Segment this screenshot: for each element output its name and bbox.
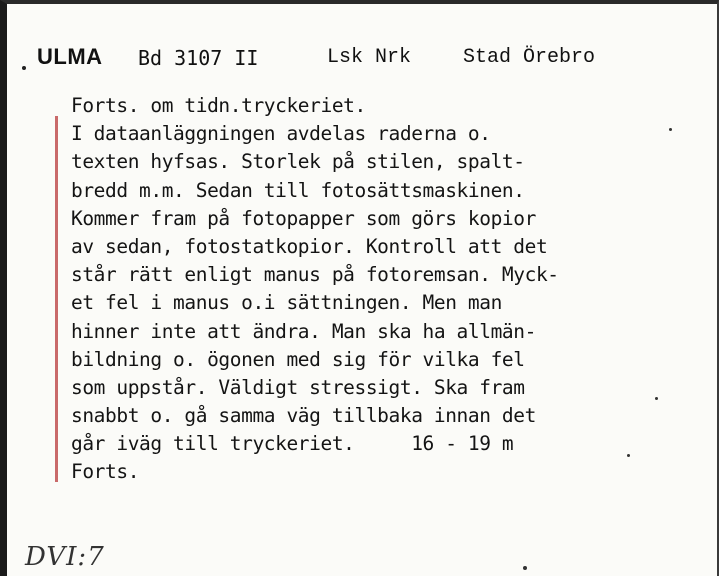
ink-speck — [669, 128, 672, 131]
ink-speck — [655, 397, 658, 400]
body-line: av sedan, fotostatkopior. Kontroll att det — [71, 234, 548, 258]
body-line: bredd m.m. Sedan till fotosättsmaskinen. — [71, 178, 525, 202]
body-line: snabbt o. gå samma väg tillbaka innan det — [71, 404, 536, 428]
body-line: I dataanläggningen avdelas raderna o. — [71, 122, 491, 146]
ink-speck — [627, 454, 630, 457]
category-code: Lsk Nrk — [327, 46, 412, 69]
handwritten-shelf-mark: DVI:7 — [25, 542, 105, 572]
ink-speck — [523, 566, 527, 570]
body-line: bildning o. ögonen med sig för vilka fel — [71, 347, 525, 371]
place-name: Stad Örebro — [463, 46, 596, 69]
body-line: Forts. — [71, 460, 140, 484]
body-line: Forts. om tidn.tryckeriet. — [71, 94, 366, 117]
body-line: går iväg till tryckeriet. 16 - 19 m — [71, 432, 514, 456]
body-line: texten hyfsas. Storlek på stilen, spalt- — [71, 150, 525, 174]
card-body-text — [71, 92, 711, 487]
body-line: et fel i manus o.i sättningen. Men man — [71, 291, 502, 315]
body-line: Kommer fram på fotopapper som görs kopior — [71, 206, 536, 230]
volume-reference: Bd 3107 II — [138, 46, 259, 70]
body-line: står rätt enligt manus på fotoremsan. Myck- — [71, 263, 559, 287]
margin-rule — [55, 116, 58, 482]
ink-dot — [22, 66, 26, 70]
archive-code: ULMA — [37, 44, 103, 69]
body-line: hinner inte att ändra. Man ska ha allmän- — [71, 319, 536, 343]
body-line: som uppstår. Väldigt stressigt. Ska fram — [71, 375, 525, 399]
card-header — [37, 44, 697, 74]
